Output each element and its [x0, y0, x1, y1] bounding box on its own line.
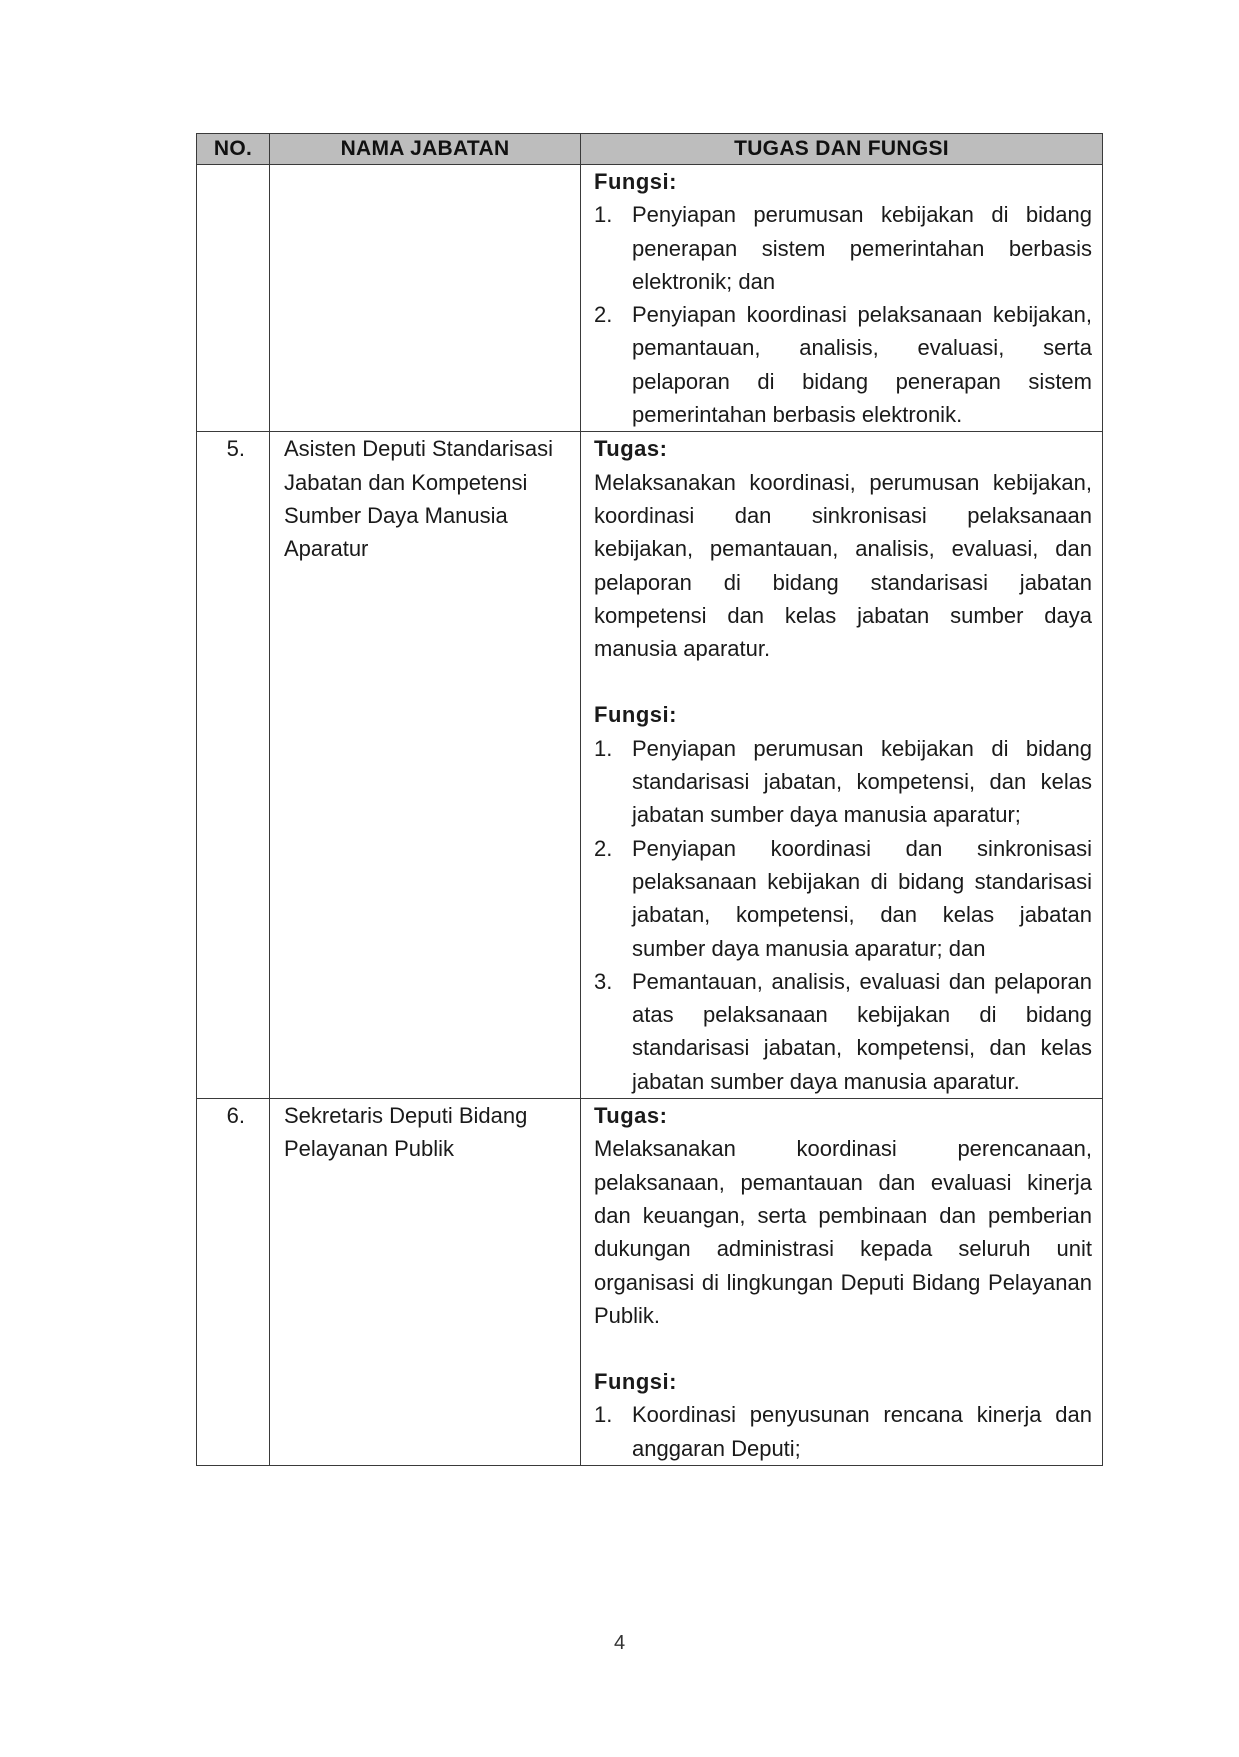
tugas-text: Melaksanakan koordinasi perencanaan, pelaksanaan, pemantauan dan evaluasi kinerja dan keuangan, serta pembinaan dan pemberian dukungan administrasi kepada seluruh unit organisasi di lingkungan Deputi Bidang Pelayanan Publik. — [594, 1136, 1092, 1328]
header-nama-jabatan: NAMA JABATAN — [270, 134, 581, 165]
list-text: Penyiapan koordinasi pelaksanaan kebijakan, pemantauan, analisis, evaluasi, serta pelaporan di bidang penerapan sistem pemerintahan berbasis elektronik. — [632, 302, 1092, 428]
tugas-label: Tugas: — [594, 1103, 668, 1129]
list-text: Penyiapan perumusan kebijakan di bidang penerapan sistem pemerintahan berbasis elektronik; dan — [632, 202, 1092, 294]
fungsi-label: Fungsi: — [594, 169, 677, 194]
row-no — [197, 165, 270, 432]
header-tugas-dan-fungsi: TUGAS DAN FUNGSI — [581, 134, 1103, 165]
list-item — [594, 198, 1092, 298]
list-number: 1. — [594, 1402, 613, 1428]
list-item — [594, 732, 1092, 832]
row-nama-jabatan: Sekretaris Deputi Bidang Pelayanan Publik — [270, 1099, 581, 1466]
page-number: 4 — [613, 1632, 626, 1654]
fungsi-list — [594, 198, 1092, 431]
row-no: 5. — [197, 432, 270, 1099]
list-text: Koordinasi penyusunan rencana kinerja dan anggaran Deputi; — [632, 1402, 1092, 1461]
row-tugas-fungsi — [581, 1099, 1103, 1466]
list-text: Penyiapan koordinasi dan sinkronisasi pelaksanaan kebijakan di bidang standarisasi jabatan, kompetensi, dan kelas jabatan sumber daya manusia aparatur; dan — [632, 835, 1092, 961]
list-number: 3. — [594, 968, 613, 994]
jabatan-table — [196, 133, 1103, 1466]
list-text: Pemantauan, analisis, evaluasi dan pelaporan atas pelaksanaan kebijakan di bidang standarisasi jabatan, kompetensi, dan kelas jabatan sumber daya manusia aparatur. — [632, 968, 1092, 1094]
fungsi-label: Fungsi: — [594, 702, 677, 728]
row-nama-jabatan — [270, 165, 581, 432]
list-item — [594, 1398, 1092, 1465]
list-number: 1. — [594, 735, 613, 761]
table-row — [197, 165, 1103, 432]
list-text: Penyiapan perumusan kebijakan di bidang standarisasi jabatan, kompetensi, dan kelas jabatan sumber daya manusia aparatur; — [632, 735, 1092, 828]
table-row — [197, 1099, 1103, 1466]
list-number: 2. — [594, 835, 613, 861]
row-tugas-fungsi — [581, 432, 1103, 1099]
fungsi-list — [594, 1398, 1092, 1465]
list-number: 1. — [594, 202, 613, 228]
fungsi-list — [594, 732, 1092, 1098]
list-item — [594, 965, 1092, 1098]
list-item — [594, 832, 1092, 965]
fungsi-label: Fungsi: — [594, 1369, 677, 1395]
tugas-label: Tugas: — [594, 436, 668, 462]
row-no: 6. — [197, 1099, 270, 1466]
list-item — [594, 298, 1092, 431]
tugas-text: Melaksanakan koordinasi, perumusan kebijakan, koordinasi dan sinkronisasi pelaksanaan kebijakan, pemantauan, analisis, evaluasi, dan pelaporan di bidang standarisasi jabatan kompetensi dan kelas jabatan sumber daya manusia aparatur. — [594, 469, 1092, 662]
table-header-row — [197, 134, 1103, 165]
row-tugas-fungsi — [581, 165, 1103, 432]
header-no: NO. — [197, 134, 270, 165]
table-row — [197, 432, 1103, 1099]
row-nama-jabatan: Asisten Deputi Standarisasi Jabatan dan Kompetensi Sumber Daya Manusia Aparatur — [270, 432, 581, 1099]
list-number: 2. — [594, 302, 613, 328]
